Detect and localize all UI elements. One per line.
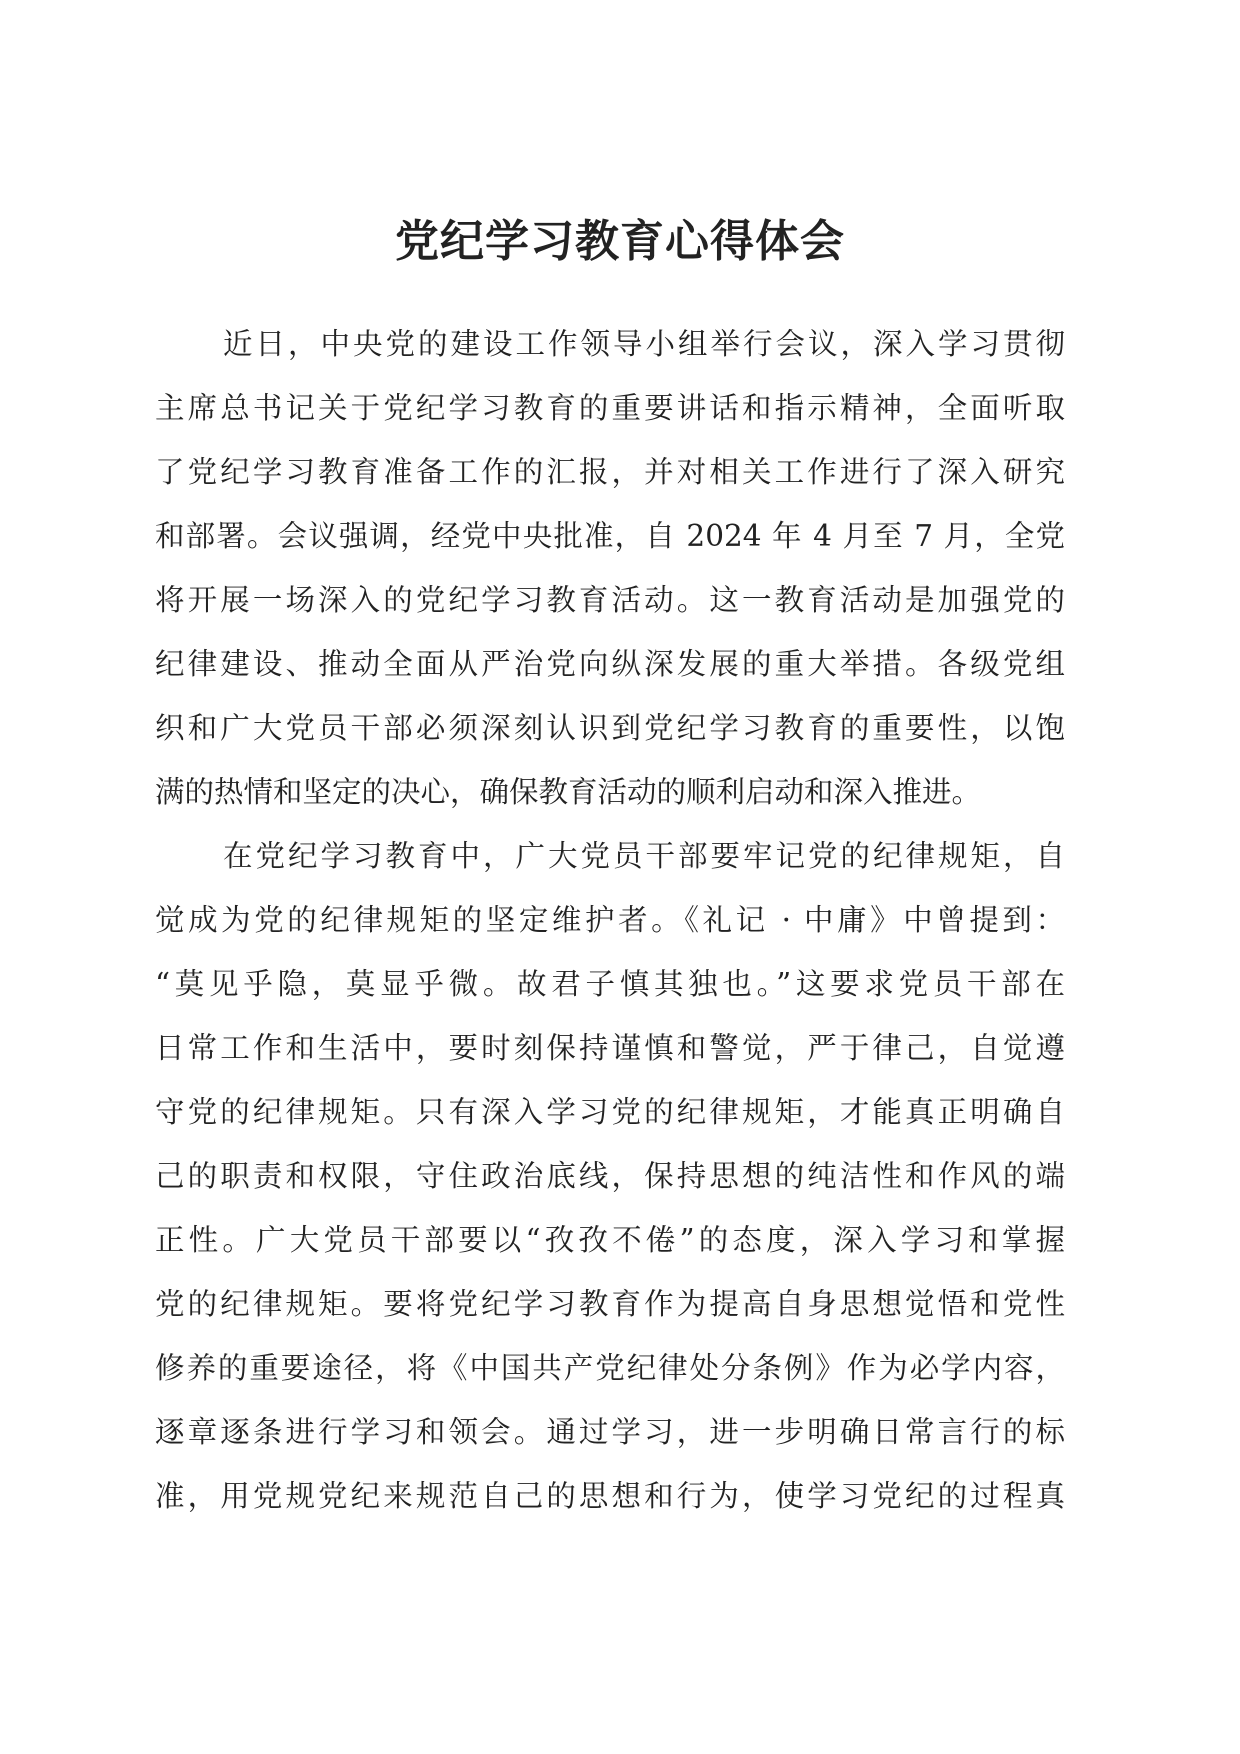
document-title: 党纪学习教育心得体会 (395, 216, 845, 267)
paragraph-line: 纪律建设、推动全面从严治党向纵深发展的重大举措。各级党组 (155, 647, 1065, 681)
paragraph-line: 主席总书记关于党纪学习教育的重要讲话和指示精神，全面听取 (155, 391, 1065, 425)
paragraph-2 (155, 824, 1065, 1528)
paragraph-line: 日常工作和生活中，要时刻保持谨慎和警觉，严于律己，自觉遵 (155, 1031, 1065, 1065)
paragraph-1 (155, 312, 1065, 824)
paragraph-line: 将开展一场深入的党纪学习教育活动。这一教育活动是加强党的 (155, 583, 1065, 617)
paragraph-line: 满的热情和坚定的决心，确保教育活动的顺利启动和深入推进。 (155, 775, 982, 809)
paragraph-line: 在党纪学习教育中，广大党员干部要牢记党的纪律规矩，自 (223, 839, 1065, 873)
document-body (155, 312, 1065, 1528)
paragraph-line: 准，用党规党纪来规范自己的思想和行为，使学习党纪的过程真 (155, 1479, 1065, 1513)
paragraph-line: 逐章逐条进行学习和领会。通过学习，进一步明确日常言行的标 (155, 1415, 1065, 1449)
paragraph-line: 近日，中央党的建设工作领导小组举行会议，深入学习贯彻 (223, 327, 1065, 361)
paragraph-line: 了党纪学习教育准备工作的汇报，并对相关工作进行了深入研究 (155, 455, 1065, 489)
paragraph-line: 修养的重要途径，将《中国共产党纪律处分条例》作为必学内容， (155, 1351, 1065, 1385)
paragraph-line: 织和广大党员干部必须深刻认识到党纪学习教育的重要性，以饱 (155, 711, 1065, 745)
paragraph-line: 觉成为党的纪律规矩的坚定维护者。《礼记 · 中庸》中曾提到： (155, 903, 1065, 937)
paragraph-line: “莫见乎隐，莫显乎微。故君子慎其独也。”这要求党员干部在 (155, 967, 1065, 1001)
paragraph-line: 正性。广大党员干部要以“孜孜不倦”的态度，深入学习和掌握 (155, 1223, 1065, 1257)
paragraph-line: 党的纪律规矩。要将党纪学习教育作为提高自身思想觉悟和党性 (155, 1287, 1065, 1321)
paragraph-line: 和部署。会议强调，经党中央批准，自 2024 年 4 月至 7 月，全党 (155, 519, 1065, 553)
paragraph-line: 己的职责和权限，守住政治底线，保持思想的纯洁性和作风的端 (155, 1159, 1065, 1193)
paragraph-line: 守党的纪律规矩。只有深入学习党的纪律规矩，才能真正明确自 (155, 1095, 1065, 1129)
